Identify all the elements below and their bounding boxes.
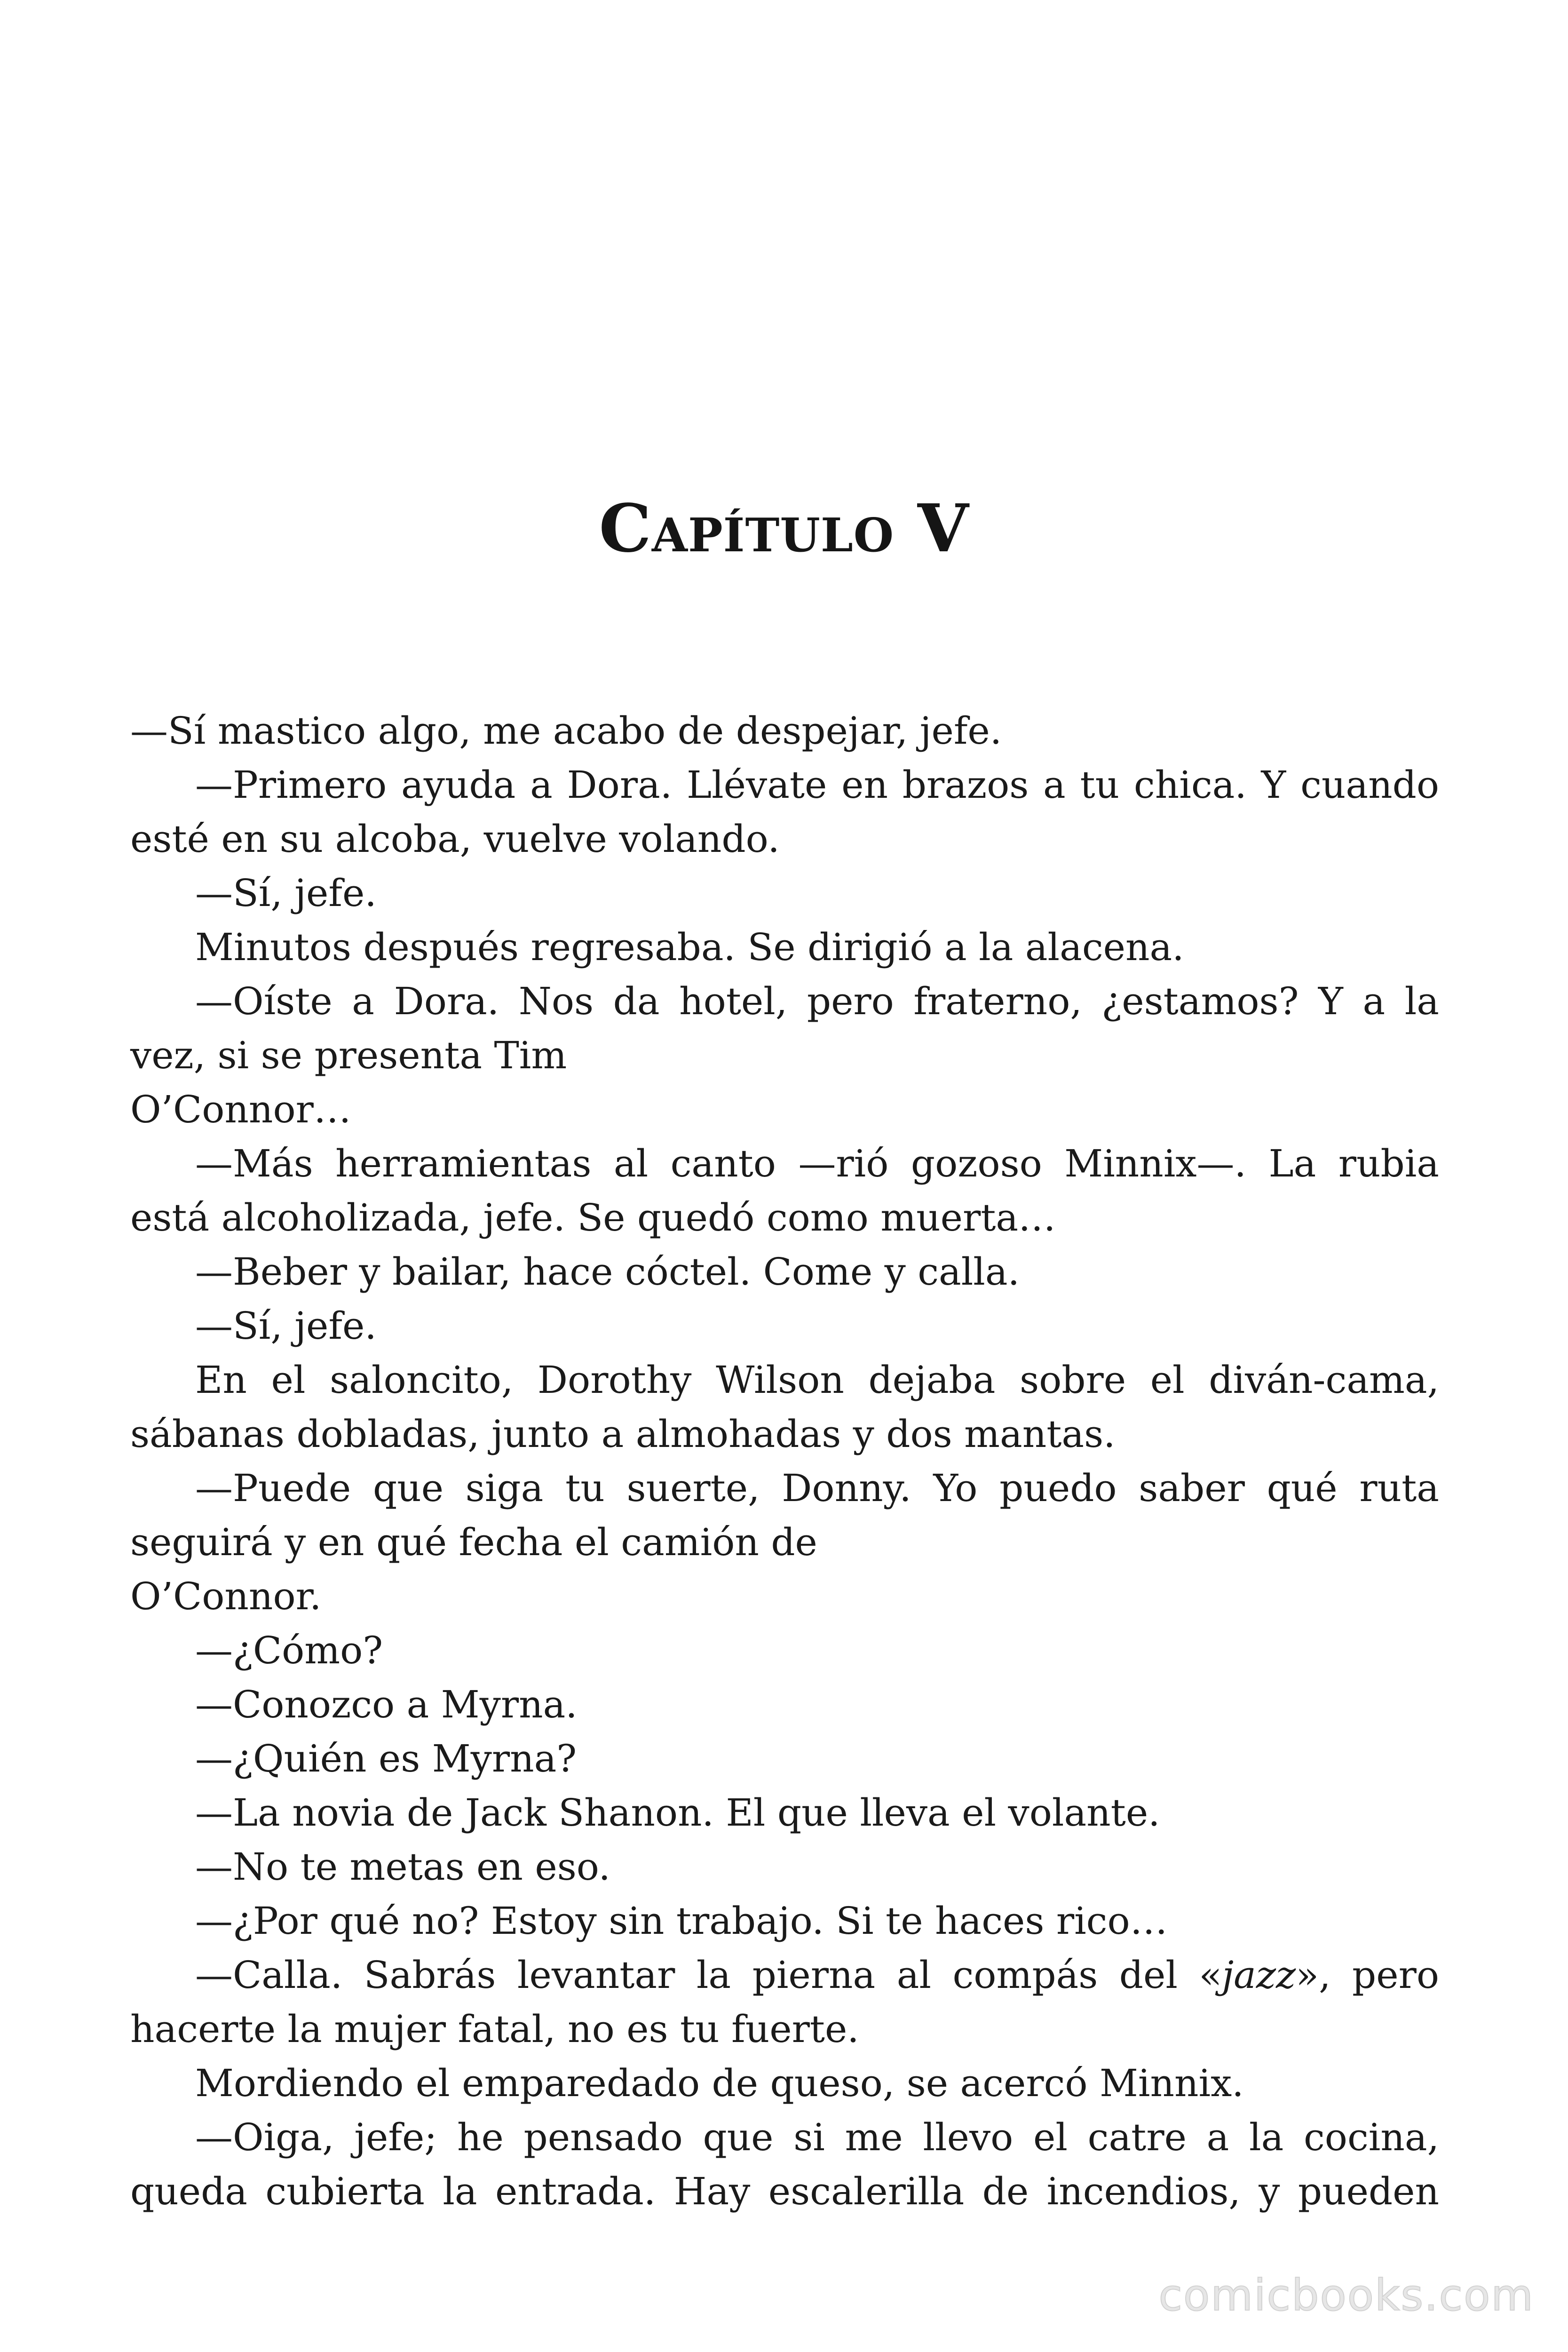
chapter-body bbox=[130, 704, 1439, 2218]
chapter-title-text: Capítulo V bbox=[599, 490, 969, 567]
paragraph-last: —Oiga, jefe; he pensado que si me llevo el catre a la cocina, queda cubierta la entrada. Hay escalerilla de incendios, y pueden bbox=[130, 2115, 1439, 2213]
paragraph: —Puede que siga tu suerte, Donny. Yo puedo saber qué ruta seguirá y en qué fecha el camión de bbox=[130, 1466, 1439, 1564]
paragraph: —Primero ayuda a Dora. Llévate en brazos a tu chica. Y cuando esté en su alcoba, vuelve volando. bbox=[130, 763, 1439, 861]
chapter-title bbox=[0, 490, 1568, 567]
paragraph: —Conozco a Myrna. bbox=[195, 1683, 578, 1726]
paragraph: —La novia de Jack Shanon. El que lleva el volante. bbox=[195, 1791, 1160, 1835]
paragraph: —Oíste a Dora. Nos da hotel, pero fraterno, ¿estamos? Y a la vez, si se presenta Tim bbox=[130, 979, 1439, 1077]
paragraph: —Sí mastico algo, me acabo de despejar, jefe. bbox=[130, 709, 1002, 753]
paragraph-jazz: —Calla. Sabrás levantar la pierna al compás del «jazz», pero hacerte la mujer fatal, no es tu fuerte. bbox=[130, 1953, 1440, 2051]
paragraph: —Sí, jefe. bbox=[195, 1304, 377, 1348]
paragraph-continuation: O’Connor. bbox=[130, 1574, 322, 1618]
watermark-text: comicbooks.com bbox=[1158, 2270, 1534, 2320]
paragraph: Mordiendo el emparedado de queso, se acercó Minnix. bbox=[195, 2061, 1244, 2105]
paragraph-continuation: O’Connor… bbox=[130, 1088, 351, 1131]
paragraph: —¿Quién es Myrna? bbox=[195, 1737, 577, 1780]
paragraph: —Beber y bailar, hace cóctel. Come y calla. bbox=[195, 1250, 1020, 1294]
paragraph: —No te metas en eso. bbox=[195, 1845, 610, 1889]
paragraph: —Sí, jefe. bbox=[195, 871, 377, 915]
paragraph: Minutos después regresaba. Se dirigió a la alacena. bbox=[195, 925, 1184, 969]
paragraph: En el saloncito, Dorothy Wilson dejaba sobre el diván-cama, sábanas dobladas, junto a almohadas y dos mantas. bbox=[130, 1358, 1439, 1456]
paragraph: —¿Cómo? bbox=[195, 1629, 383, 1672]
italic-word: jazz bbox=[1222, 1953, 1296, 1997]
paragraph: —¿Por qué no? Estoy sin trabajo. Si te haces rico… bbox=[195, 1899, 1168, 1943]
paragraph: —Más herramientas al canto —rió gozoso Minnix—. La rubia está alcoholizada, jefe. Se quedó como muerta… bbox=[130, 1142, 1439, 1240]
